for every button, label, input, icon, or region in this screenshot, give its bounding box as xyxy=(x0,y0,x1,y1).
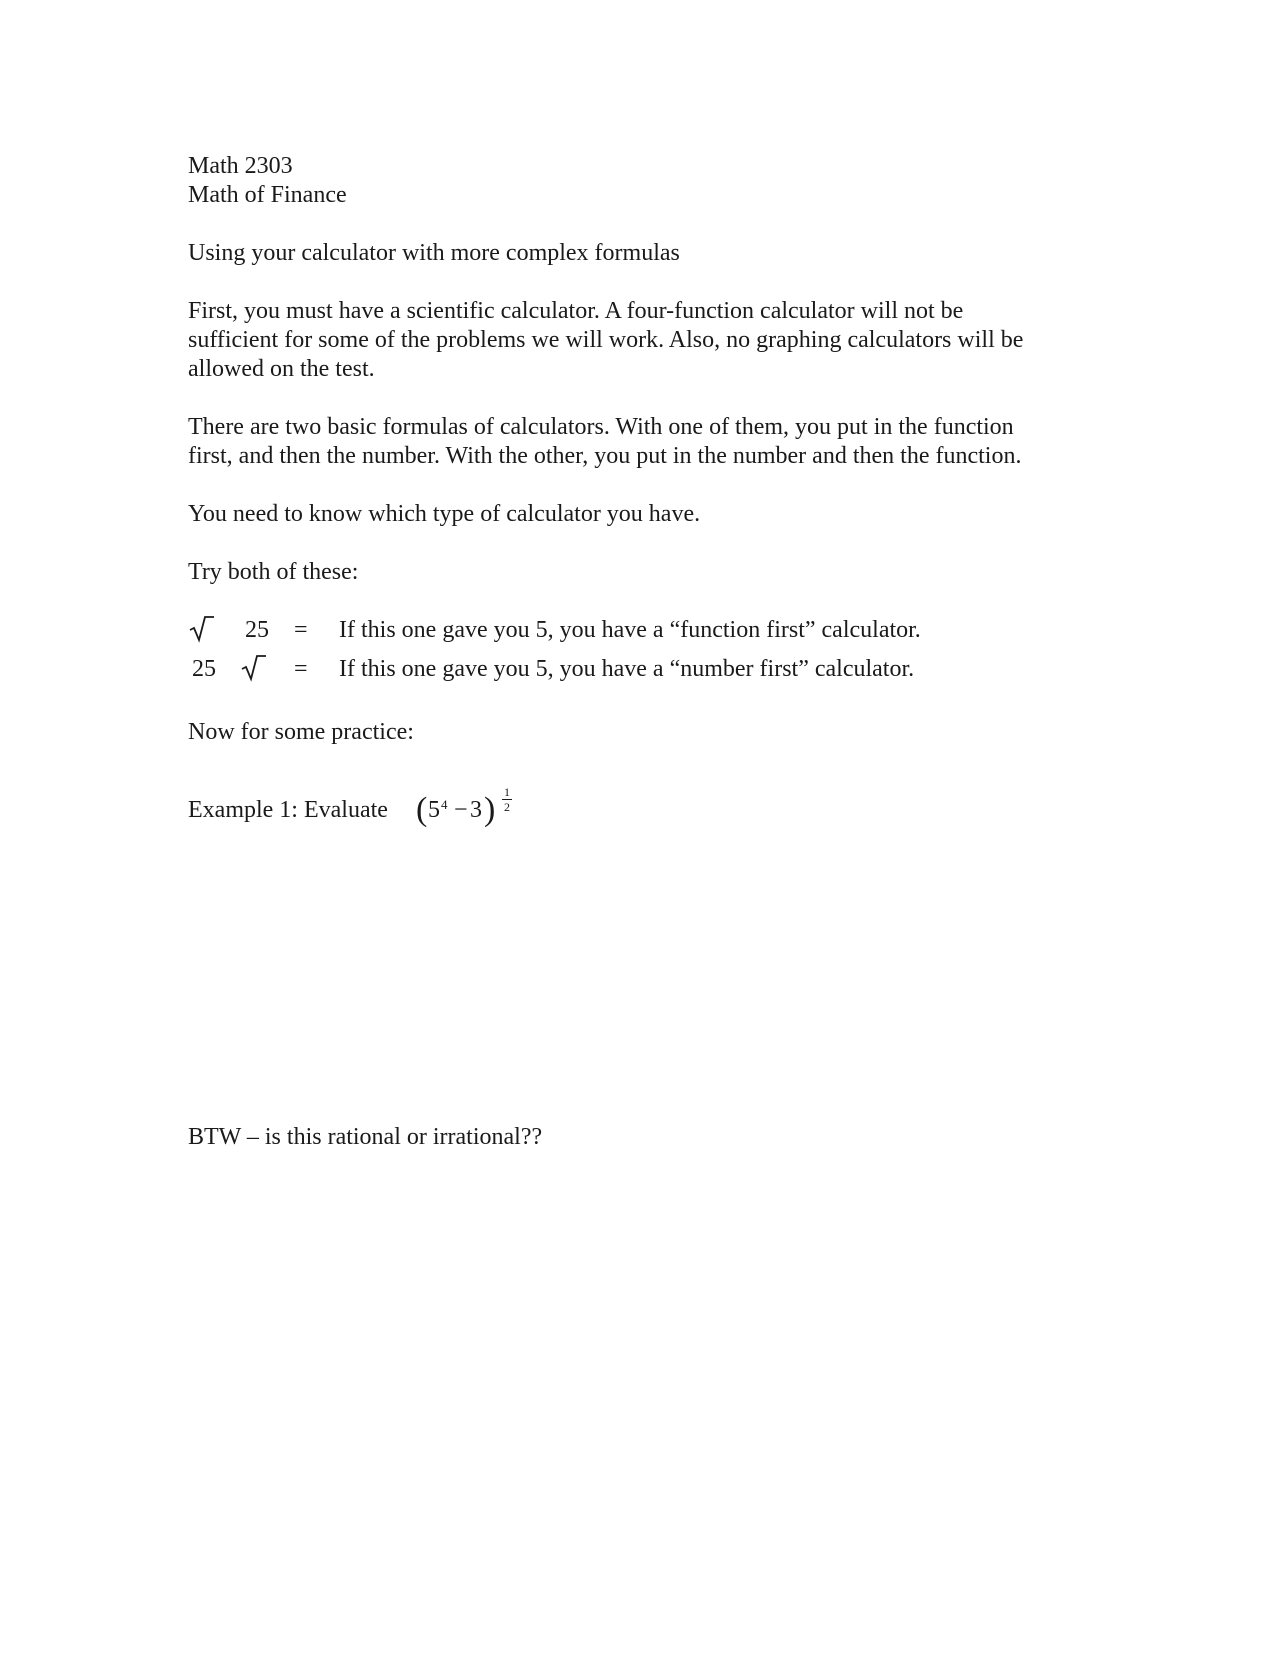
calculator-types-paragraph xyxy=(188,413,1088,471)
example-1 xyxy=(188,786,788,836)
outer-exponent-fraction xyxy=(502,786,512,813)
function-first-test-row xyxy=(188,614,1088,648)
try-both-text: Try both of these: xyxy=(188,559,359,585)
test-description: If this one gave you 5, you have a “number first” calculator. xyxy=(339,656,915,682)
fraction-denominator: 2 xyxy=(504,800,510,814)
topic-heading: Using your calculator with more complex formulas xyxy=(188,240,680,266)
example-label: Example 1: Evaluate xyxy=(188,797,388,823)
paragraph-line: There are two basic formulas of calculators. With one of them, you put in the function xyxy=(188,414,1014,440)
practice-intro-text: Now for some practice: xyxy=(188,719,414,745)
need-to-know-text: You need to know which type of calculator you have. xyxy=(188,501,701,527)
inner-exponent: 4 xyxy=(441,797,448,812)
math-expression xyxy=(416,786,516,836)
minus-sign: − xyxy=(454,797,468,823)
open-paren: ( xyxy=(416,791,428,828)
btw-question-text: BTW – is this rational or irrational?? xyxy=(188,1124,543,1150)
subtrahend: 3 xyxy=(470,797,482,823)
test-number: 25 xyxy=(245,617,269,643)
number-first-test-row xyxy=(188,653,1088,687)
base-number: 5 xyxy=(428,797,440,823)
calculator-requirement-paragraph xyxy=(188,297,1088,384)
test-description: If this one gave you 5, you have a “function first” calculator. xyxy=(339,617,921,643)
paragraph-line: sufficient for some of the problems we will work. Also, no graphing calculators will be xyxy=(188,327,1024,353)
paragraph-line: allowed on the test. xyxy=(188,356,375,382)
paragraph-line: First, you must have a scientific calculator. A four-function calculator will not be xyxy=(188,298,964,324)
square-root-icon xyxy=(188,614,214,644)
course-number: Math 2303 xyxy=(188,153,293,179)
course-title: Math of Finance xyxy=(188,182,347,208)
equals-sign: = xyxy=(294,617,308,643)
fraction-numerator: 1 xyxy=(504,785,510,799)
equals-sign: = xyxy=(294,656,308,682)
test-number: 25 xyxy=(192,656,216,682)
paragraph-line: first, and then the number. With the other, you put in the number and then the function. xyxy=(188,443,1022,469)
square-root-icon xyxy=(240,653,266,683)
close-paren: ) xyxy=(484,791,496,828)
